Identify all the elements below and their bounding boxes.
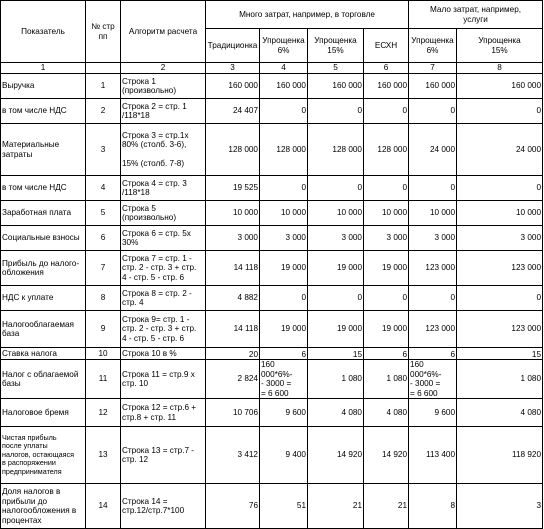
row-number-cell: 14 [86,484,121,529]
subheader-services-simplified-6: Упрощенка 6% [409,29,457,63]
value-cell-traditional: 14 118 [206,251,260,286]
column-number: 6 [364,63,409,74]
row-number-cell: 7 [86,251,121,286]
value-cell-traditional: 14 118 [206,311,260,348]
indicator-cell: Чистая прибыль после уплаты налогов, остающаяся в распоряжении предпринимателя [1,427,86,484]
indicator-cell: Социальные взносы [1,226,86,251]
value-cell-simplified-6: 51 [260,484,308,529]
algorithm-cell: Строка 8 = стр. 2 - стр. 4 [121,286,206,311]
value-cell-eskhn: 1 080 [364,360,409,399]
column-number: 3 [206,63,260,74]
value-cell-eskhn: 128 000 [364,124,409,176]
header-algorithm: Алгоритм расчета [121,1,206,63]
row-number-cell: 2 [86,99,121,124]
indicator-cell: в том числе НДС [1,99,86,124]
table-row [1,311,543,348]
value-cell-services-simplified-6: 9 600 [409,399,457,427]
row-number-cell: 11 [86,360,121,399]
value-cell-eskhn: 10 000 [364,201,409,226]
indicator-cell: в том числе НДС [1,176,86,201]
value-cell-eskhn: 19 000 [364,251,409,286]
table-row [1,99,543,124]
value-cell-traditional: 3 412 [206,427,260,484]
algorithm-cell: Строка 5 (произвольно) [121,201,206,226]
subheader-eskhn: ЕСХН [364,29,409,63]
column-number: 8 [457,63,543,74]
value-cell-services-simplified-6: 123 000 [409,251,457,286]
indicator-cell: Прибыль до налого- обложения [1,251,86,286]
value-cell-services-simplified-15: 0 [457,99,543,124]
table-row [1,399,543,427]
row-number-cell: 13 [86,427,121,484]
value-cell-eskhn: 19 000 [364,311,409,348]
value-cell-traditional: 3 000 [206,226,260,251]
value-cell-traditional: 10 706 [206,399,260,427]
value-cell-traditional: 24 407 [206,99,260,124]
algorithm-cell: Строка 12 = стр.6 + стр.8 + стр. 11 [121,399,206,427]
value-cell-services-simplified-6: 6 [409,348,457,360]
value-cell-services-simplified-15: 0 [457,286,543,311]
indicator-cell: Ставка налога [1,348,86,360]
value-cell-traditional: 2 824 [206,360,260,399]
table-row [1,124,543,176]
table-row [1,226,543,251]
value-cell-traditional: 128 000 [206,124,260,176]
value-cell-services-simplified-15: 24 000 [457,124,543,176]
table-row [1,201,543,226]
value-cell-simplified-6: 0 [260,176,308,201]
table-row [1,176,543,201]
value-cell-services-simplified-15: 123 000 [457,251,543,286]
value-cell-eskhn: 14 920 [364,427,409,484]
value-cell-simplified-15: 19 000 [308,311,364,348]
algorithm-cell: Строка 4 = стр. 3 /118*18 [121,176,206,201]
value-cell-simplified-15: 1 080 [308,360,364,399]
algorithm-cell: Строка 6 = стр. 5х 30% [121,226,206,251]
value-cell-services-simplified-6: 10 000 [409,201,457,226]
indicator-cell: Выручка [1,74,86,99]
value-cell-simplified-15: 15 [308,348,364,360]
value-cell-simplified-15: 160 000 [308,74,364,99]
value-cell-services-simplified-6: 160 000*6%- - 3000 = = 6 600 [409,360,457,399]
indicator-cell: Налог с облагаемой базы [1,360,86,399]
row-number-cell: 8 [86,286,121,311]
value-cell-simplified-15: 0 [308,99,364,124]
value-cell-services-simplified-15: 118 920 [457,427,543,484]
value-cell-simplified-15: 14 920 [308,427,364,484]
indicator-cell: Доля налогов в прибыли до налогообложения в процентах [1,484,86,529]
value-cell-simplified-6: 128 000 [260,124,308,176]
row-number-cell: 9 [86,311,121,348]
table-row [1,427,543,484]
value-cell-simplified-15: 3 000 [308,226,364,251]
value-cell-eskhn: 4 080 [364,399,409,427]
column-number [86,63,121,74]
value-cell-simplified-6: 3 000 [260,226,308,251]
indicator-cell: Заработная плата [1,201,86,226]
value-cell-simplified-15: 0 [308,286,364,311]
row-number-cell: 12 [86,399,121,427]
value-cell-services-simplified-15: 3 [457,484,543,529]
algorithm-cell: Строка 14 = стр.12/стр.7*100 [121,484,206,529]
table-row [1,286,543,311]
value-cell-traditional: 4 882 [206,286,260,311]
value-cell-simplified-6: 19 000 [260,311,308,348]
value-cell-services-simplified-15: 3 000 [457,226,543,251]
row-number-cell: 1 [86,74,121,99]
column-number: 5 [308,63,364,74]
algorithm-cell: Строка 10 в % [121,348,206,360]
value-cell-simplified-6: 19 000 [260,251,308,286]
value-cell-services-simplified-15: 160 000 [457,74,543,99]
value-cell-services-simplified-15: 123 000 [457,311,543,348]
table-row [1,251,543,286]
algorithm-cell: Строка 11 = стр.9 х стр. 10 [121,360,206,399]
column-number: 2 [121,63,206,74]
value-cell-traditional: 10 000 [206,201,260,226]
value-cell-services-simplified-6: 0 [409,176,457,201]
algorithm-cell: Строка 7 = стр. 1 - стр. 2 - стр. 3 + стр. 4 - стр. 5 - стр. 6 [121,251,206,286]
value-cell-services-simplified-6: 113 400 [409,427,457,484]
algorithm-cell: Строка 9= стр. 1 - стр. 2 - стр. 3 + стр. 4 - стр. 5 - стр. 6 [121,311,206,348]
header-row-number: № стр пп [86,1,121,63]
value-cell-services-simplified-6: 160 000 [409,74,457,99]
value-cell-simplified-6: 0 [260,286,308,311]
value-cell-services-simplified-6: 8 [409,484,457,529]
value-cell-simplified-6: 10 000 [260,201,308,226]
value-cell-services-simplified-15: 0 [457,176,543,201]
row-number-cell: 6 [86,226,121,251]
value-cell-eskhn: 6 [364,348,409,360]
value-cell-services-simplified-6: 24 000 [409,124,457,176]
value-cell-services-simplified-15: 10 000 [457,201,543,226]
header-group-high-costs: Много затрат, например, в торговле [206,1,409,29]
value-cell-services-simplified-15: 1 080 [457,360,543,399]
subheader-services-simplified-15: Упрощенка 15% [457,29,543,63]
header-indicator: Показатель [1,1,86,63]
value-cell-simplified-15: 10 000 [308,201,364,226]
value-cell-services-simplified-15: 15 [457,348,543,360]
indicator-cell: Налоговое бремя [1,399,86,427]
value-cell-simplified-6: 0 [260,99,308,124]
algorithm-cell: Строка 13 = стр.7 - стр. 12 [121,427,206,484]
value-cell-simplified-6: 9 600 [260,399,308,427]
table-row [1,484,543,529]
indicator-cell: НДС к уплате [1,286,86,311]
subheader-simplified-6: Упрощенка 6% [260,29,308,63]
value-cell-eskhn: 0 [364,176,409,201]
value-cell-simplified-15: 21 [308,484,364,529]
algorithm-cell: Строка 3 = стр.1х 80% (столб. 3-6), 15% (столб. 7-8) [121,124,206,176]
table-row [1,360,543,399]
value-cell-simplified-6: 6 [260,348,308,360]
value-cell-simplified-6: 160 000 [260,74,308,99]
value-cell-simplified-6: 9 400 [260,427,308,484]
value-cell-eskhn: 0 [364,99,409,124]
value-cell-traditional: 20 [206,348,260,360]
value-cell-traditional: 76 [206,484,260,529]
value-cell-simplified-15: 19 000 [308,251,364,286]
column-number: 4 [260,63,308,74]
header-group-low-costs: Мало затрат, например, услуги [409,1,543,29]
column-number: 1 [1,63,86,74]
value-cell-traditional: 19 525 [206,176,260,201]
indicator-cell: Материальные затраты [1,124,86,176]
subheader-simplified-15: Упрощенка 15% [308,29,364,63]
value-cell-eskhn: 21 [364,484,409,529]
value-cell-simplified-15: 128 000 [308,124,364,176]
value-cell-simplified-15: 4 080 [308,399,364,427]
value-cell-traditional: 160 000 [206,74,260,99]
row-number-cell: 5 [86,201,121,226]
table-row [1,348,543,360]
column-number: 7 [409,63,457,74]
value-cell-services-simplified-6: 0 [409,286,457,311]
value-cell-eskhn: 3 000 [364,226,409,251]
value-cell-services-simplified-15: 4 080 [457,399,543,427]
value-cell-eskhn: 160 000 [364,74,409,99]
indicator-cell: Налогооблагаемая база [1,311,86,348]
algorithm-cell: Строка 2 = стр. 1 /118*18 [121,99,206,124]
subheader-traditional: Традиционка [206,29,260,63]
algorithm-cell: Строка 1 (произвольно) [121,74,206,99]
table-row [1,74,543,99]
row-number-cell: 3 [86,124,121,176]
value-cell-services-simplified-6: 123 000 [409,311,457,348]
value-cell-simplified-15: 0 [308,176,364,201]
value-cell-simplified-6: 160 000*6%- - 3000 = = 6 600 [260,360,308,399]
row-number-cell: 10 [86,348,121,360]
value-cell-services-simplified-6: 3 000 [409,226,457,251]
row-number-cell: 4 [86,176,121,201]
value-cell-eskhn: 0 [364,286,409,311]
value-cell-services-simplified-6: 0 [409,99,457,124]
